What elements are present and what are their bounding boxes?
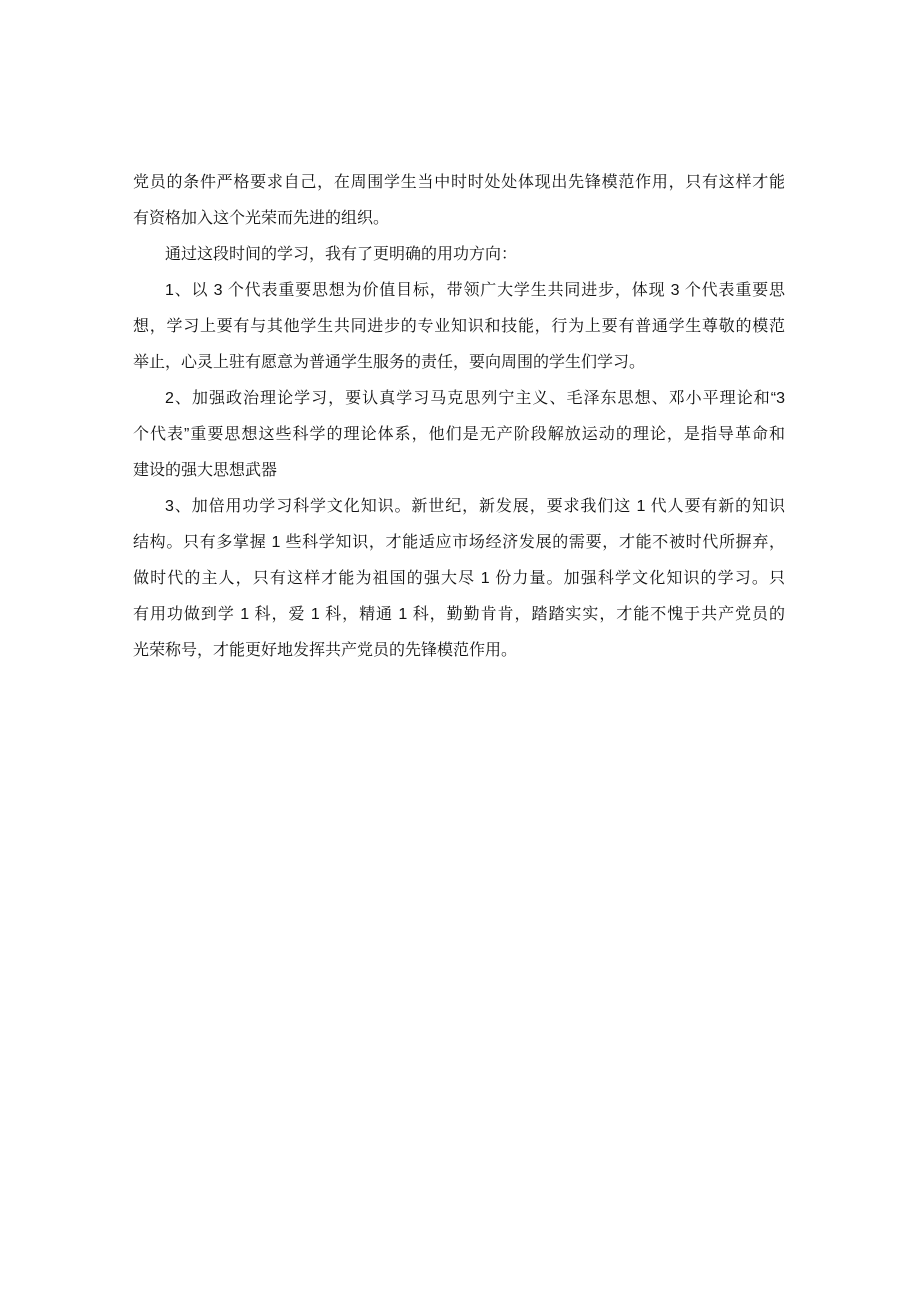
paragraph	[133, 381, 785, 489]
text-line: 举止，心灵上驻有愿意为普通学生服务的责任，要向周围的学生们学习。	[133, 354, 646, 371]
text-line: 2、加强政治理论学习，要认真学习马克思列宁主义、毛泽东思想、邓小平理论和“3	[165, 390, 785, 407]
text-line: 党员的条件严格要求自己，在周围学生当中时时处处体现出先锋模范作用，只有这样才能	[133, 174, 785, 191]
text-line: 1、以 3 个代表重要思想为价值目标，带领广大学生共同进步，体现 3 个代表重要思	[165, 282, 785, 299]
text-line: 结构。只有多掌握 1 些科学知识，才能适应市场经济发展的需要，才能不被时代所摒弃，	[133, 534, 785, 551]
document-page	[133, 165, 785, 669]
text-line: 有资格加入这个光荣而先进的组织。	[133, 210, 390, 227]
paragraph	[133, 273, 785, 381]
text-line: 3、加倍用功学习科学文化知识。新世纪，新发展，要求我们这 1 代人要有新的知识	[165, 498, 785, 515]
text-line: 想，学习上要有与其他学生共同进步的专业知识和技能，行为上要有普通学生尊敬的模范	[133, 318, 785, 335]
text-line: 光荣称号，才能更好地发挥共产党员的先锋模范作用。	[133, 642, 518, 659]
paragraph	[133, 237, 785, 273]
text-line: 建设的强大思想武器	[133, 462, 278, 479]
text-line: 通过这段时间的学习，我有了更明确的用功方向：	[165, 246, 518, 263]
text-line: 有用功做到学 1 科，爱 1 科，精通 1 科，勤勤肯肯，踏踏实实，才能不愧于共产党员的	[133, 606, 785, 623]
paragraph	[133, 165, 785, 237]
text-line: 做时代的主人，只有这样才能为祖国的强大尽 1 份力量。加强科学文化知识的学习。只	[133, 570, 785, 587]
paragraph	[133, 489, 785, 669]
text-line: 个代表”重要思想这些科学的理论体系，他们是无产阶段解放运动的理论，是指导革命和	[133, 426, 785, 443]
